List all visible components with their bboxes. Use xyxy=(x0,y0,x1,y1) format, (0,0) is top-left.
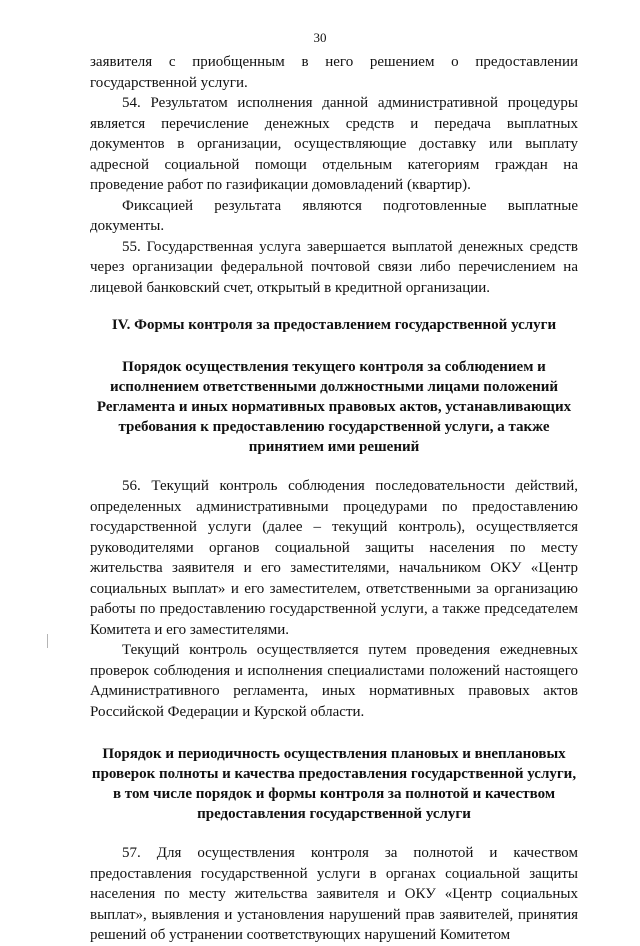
subheading-planned-checks: Порядок и периодичность осуществления плановых и внеплановых проверок полноты и качества предоставления государственной услуги, в том числе порядок и формы контроля за полнотой и качеством предоставления государственной услуги xyxy=(91,746,577,822)
paragraph-57: 57. Для осуществления контроля за полнотой и качеством предоставления государственной услуги в органах социальной защиты населения по месту жительства заявителя и ОКУ «Центр социальных выплат», выявления и установления нарушений прав заявителей, принятия решений об устранении соответствующих нарушений Комитетом xyxy=(90,845,578,943)
paragraph-fixation: Фиксацией результата являются подготовленные выплатные документы. xyxy=(90,197,578,234)
paragraph-54: 54. Результатом исполнения данной административной процедуры является перечисление денежных средств и передача выплатных документов в организации, осуществляющие доставку или выплату адресной социальной помощи отдельным категориям граждан на проведение работ по газификации домовладений (квартир). xyxy=(90,95,578,193)
page-number: 30 xyxy=(313,30,327,45)
paragraph-56: 56. Текущий контроль соблюдения последовательности действий, определенных административными процедурами по предоставлению государственной услуги (далее – текущий контроль), осуществляется руководителями органов социальной защиты населения по месту жительства заявителя и его заместителями, начальником ОКУ «Центр социальных выплат» и его заместителем, ответственными за организацию работы по предоставлению государственной услуги, а также председателем Комитета и его заместителями. xyxy=(90,478,578,638)
paragraph-continuation: заявителя с приобщенным в него решением о предоставлении государственной услуги. xyxy=(90,54,578,91)
section-heading-iv: IV. Формы контроля за предоставлением государственной услуги xyxy=(111,317,557,333)
margin-mark xyxy=(47,634,48,648)
paragraph-55: 55. Государственная услуга завершается выплатой денежных средств через организации федеральной почтовой связи либо перечислением на лицевой банковский счет, открытый в кредитной организации. xyxy=(90,238,578,296)
subheading-current-control: Порядок осуществления текущего контроля за соблюдением и исполнением ответственными должностными лицами положений Регламента и иных нормативных правовых актов, устанавливающих требования к предоставлению государственной услуги, а также принятием ими решений xyxy=(96,359,572,455)
paragraph-current-control-checks: Текущий контроль осуществляется путем проведения ежедневных проверок соблюдения и исполнения специалистами положений настоящего Административного регламента, иных нормативных правовых актов Российской Федерации и Курской области. xyxy=(90,642,578,720)
document-body xyxy=(90,52,578,946)
